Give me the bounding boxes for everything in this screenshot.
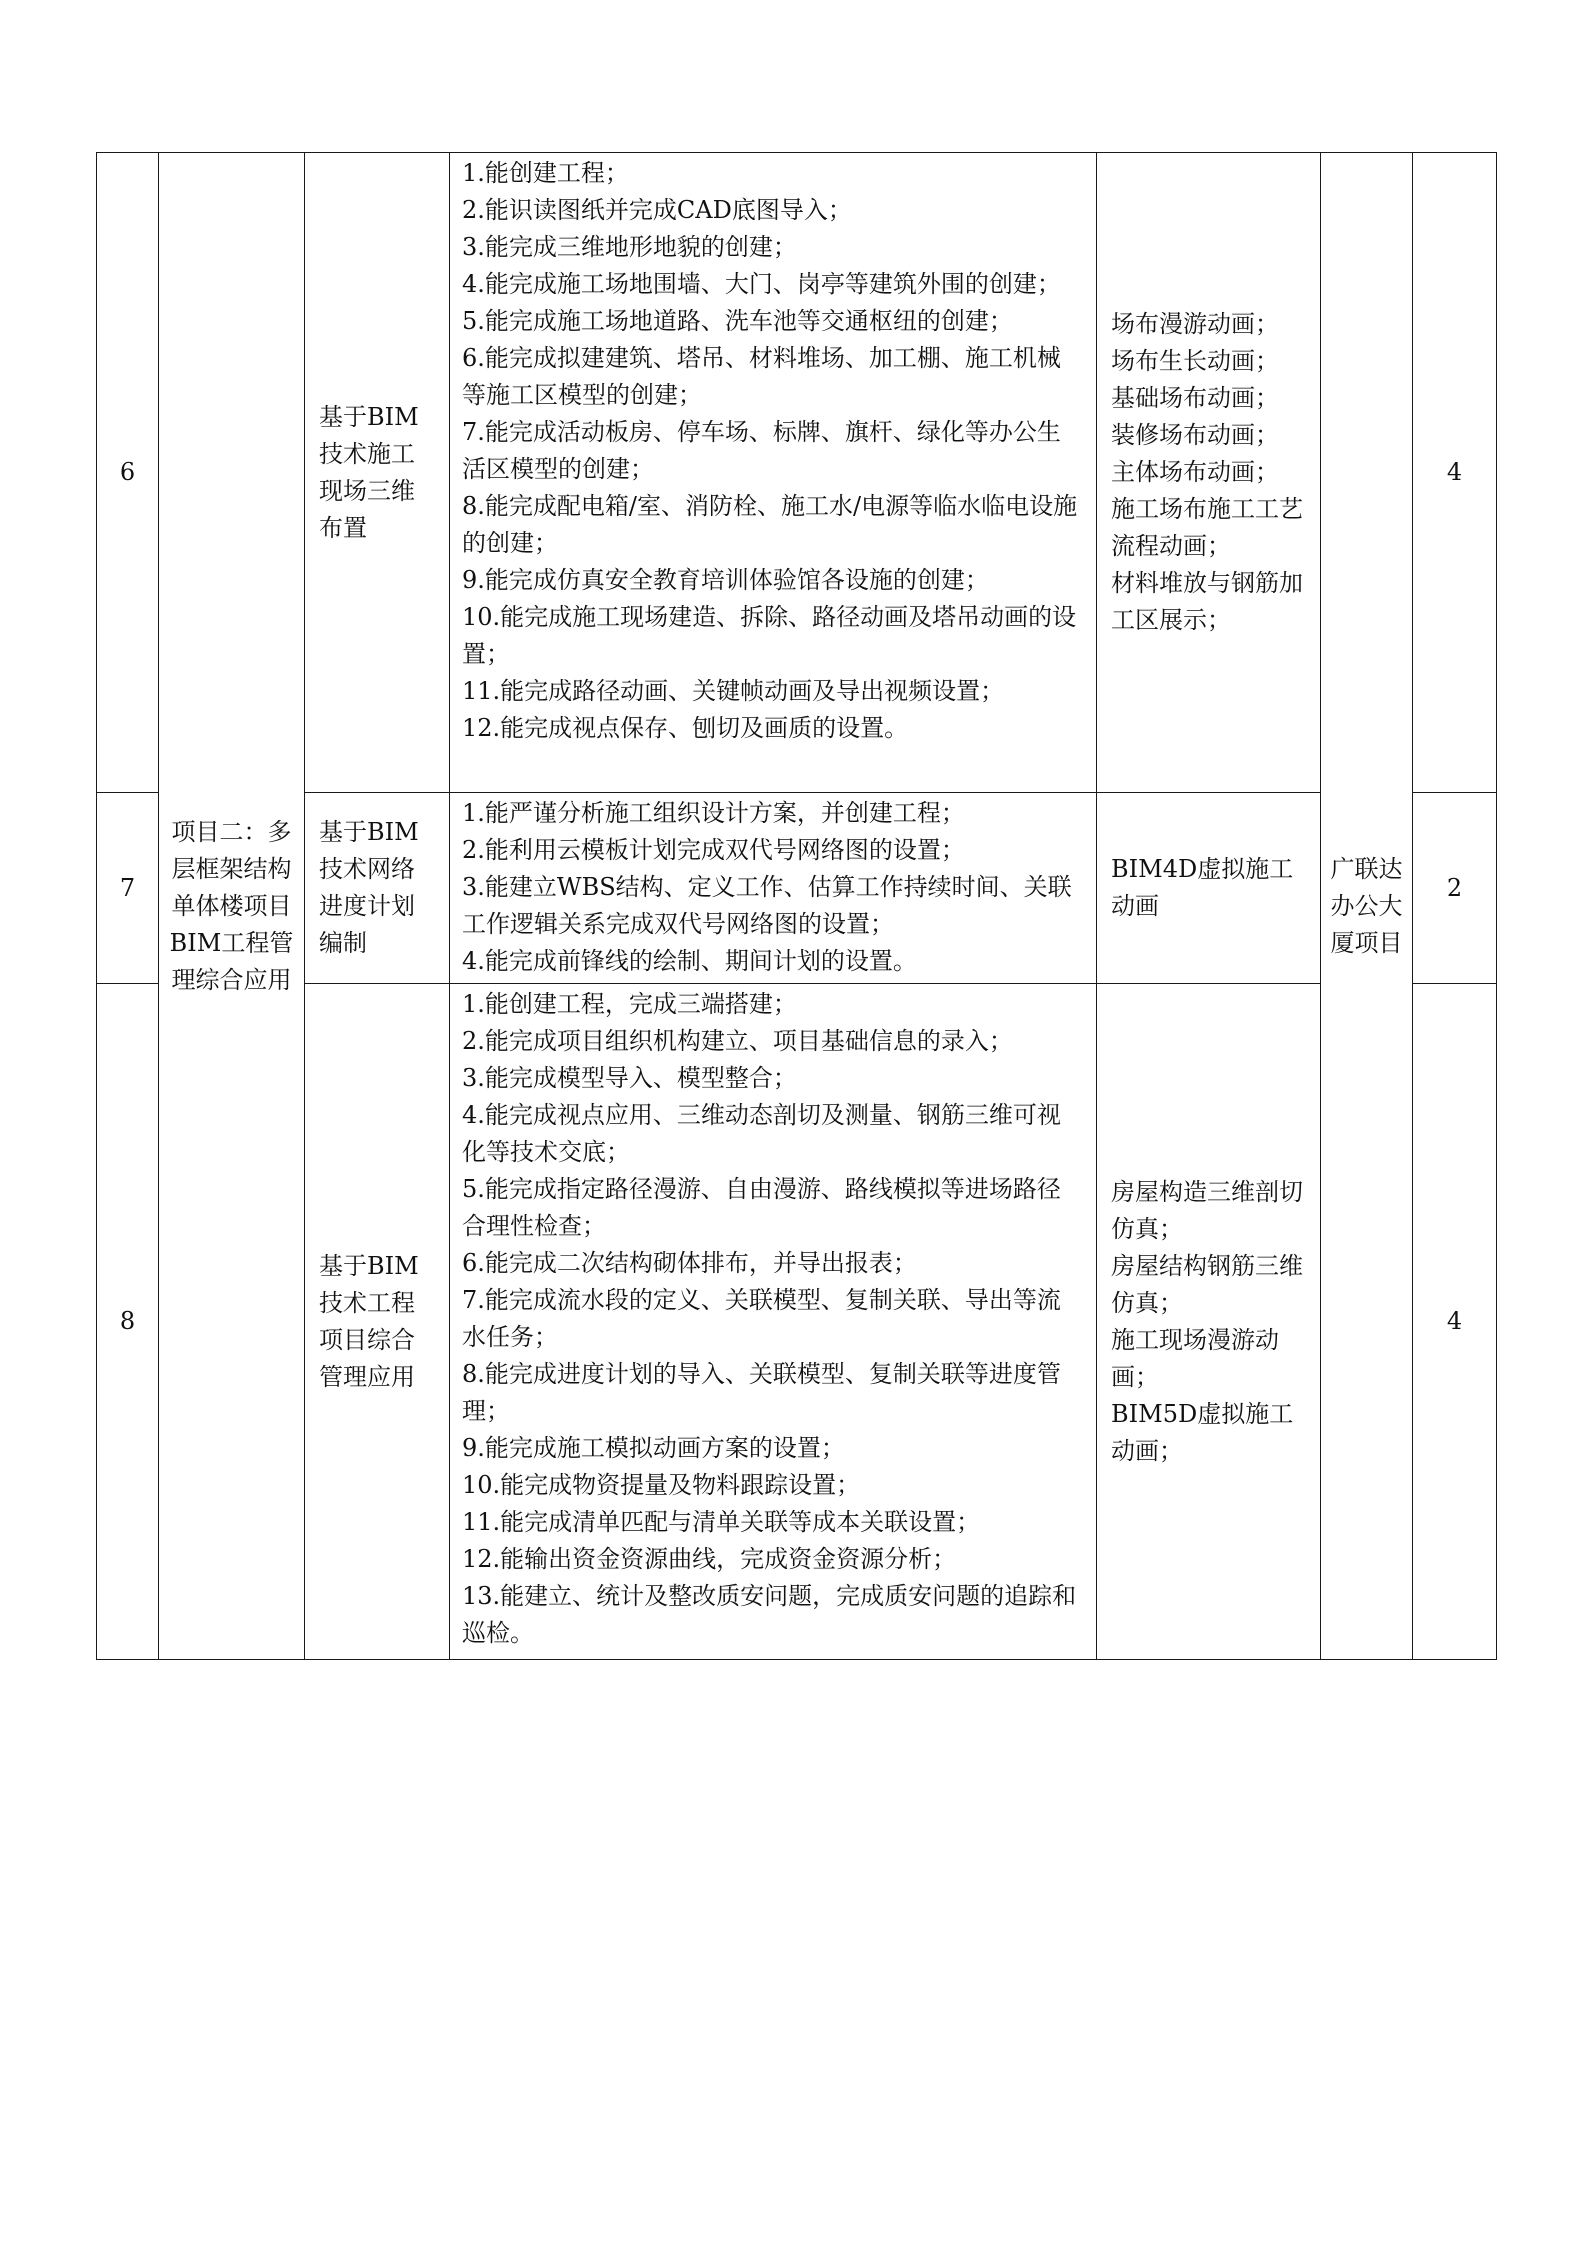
content-line: 2.能完成项目组织机构建立、项目基础信息的录入；: [462, 1027, 1013, 1055]
deliverable-item: 场布生长动画；: [1111, 347, 1279, 375]
row-number: 8: [97, 984, 159, 1660]
content-line: 11.能完成路径动画、关键帧动画及导出视频设置；: [462, 677, 1005, 705]
deliverable-cell: [1097, 153, 1321, 793]
table-row-8: [97, 984, 1497, 1660]
content-line: 12.能输出资金资源曲线，完成资金资源分析；: [462, 1545, 957, 1573]
project-name-cell: [159, 153, 305, 1660]
content-line: 7.能完成流水段的定义、关联模型、复制关联、导出等流水任务；: [462, 1286, 1061, 1351]
content-line: 1.能严谨分析施工组织设计方案，并创建工程；: [462, 799, 965, 827]
content-cell: [450, 153, 1097, 793]
content-line: 4.能完成前锋线的绘制、期间计划的设置。: [462, 947, 917, 975]
table-row-6: [97, 153, 1497, 793]
content-line: 1.能创建工程，完成三端搭建；: [462, 990, 797, 1018]
deliverable-item: 房屋构造三维剖切仿真；: [1111, 1177, 1303, 1243]
content-line: 11.能完成清单匹配与清单关联等成本关联设置；: [462, 1508, 981, 1536]
row-number: 7: [97, 793, 159, 984]
case-name-cell: [1321, 153, 1413, 1660]
content-line: 1.能创建工程；: [462, 159, 629, 187]
content-line: 9.能完成仿真安全教育培训体验馆各设施的创建；: [462, 566, 989, 594]
deliverable-item: 材料堆放与钢筋加工区展示；: [1111, 569, 1303, 634]
content-line: 4.能完成视点应用、三维动态剖切及测量、钢筋三维可视化等技术交底；: [462, 1101, 1061, 1166]
deliverable-cell: [1097, 793, 1321, 984]
deliverable-item: 基础场布动画；: [1111, 384, 1279, 412]
curriculum-table: [96, 152, 1497, 1660]
content-line: 10.能完成物资提量及物料跟踪设置；: [462, 1471, 861, 1499]
task-name: 基于BIM技术网络进度计划编制: [305, 793, 450, 984]
project-name: 项目二：多层框架结构单体楼项目BIM工程管理综合应用: [169, 817, 294, 994]
content-line: 9.能完成施工模拟动画方案的设置；: [462, 1434, 845, 1462]
deliverable-item: BIM4D虚拟施工动画: [1111, 855, 1294, 920]
deliverable-cell: [1097, 984, 1321, 1660]
task-name: 基于BIM技术工程项目综合管理应用: [305, 984, 450, 1660]
deliverable-item: 房屋结构钢筋三维仿真；: [1111, 1251, 1303, 1317]
content-line: 2.能识读图纸并完成CAD底图导入；: [462, 196, 852, 224]
task-name: 基于BIM技术施工现场三维布置: [305, 153, 450, 793]
content-line: 4.能完成施工场地围墙、大门、岗亭等建筑外围的创建；: [462, 270, 1061, 298]
deliverable-item: 施工现场漫游动画；: [1111, 1325, 1279, 1391]
hours: 4: [1413, 153, 1497, 793]
content-line: 13.能建立、统计及整改质安问题，完成质安问题的追踪和巡检。: [462, 1582, 1077, 1647]
case-name: 广联达办公大厦项目: [1330, 854, 1403, 957]
content-line: 5.能完成施工场地道路、洗车池等交通枢纽的创建；: [462, 307, 1013, 335]
content-line: 12.能完成视点保存、刨切及画质的设置。: [462, 714, 909, 742]
content-line: 8.能完成进度计划的导入、关联模型、复制关联等进度管理；: [462, 1360, 1061, 1425]
content-line: 3.能完成模型导入、模型整合；: [462, 1064, 797, 1092]
hours: 4: [1413, 984, 1497, 1660]
table-row-7: [97, 793, 1497, 984]
content-line: 7.能完成活动板房、停车场、标牌、旗杆、绿化等办公生活区模型的创建；: [462, 418, 1061, 483]
content-cell: [450, 984, 1097, 1660]
content-line: 5.能完成指定路径漫游、自由漫游、路线模拟等进场路径合理性检查；: [462, 1175, 1061, 1240]
deliverable-item: BIM5D虚拟施工动画；: [1111, 1399, 1294, 1465]
content-cell: [450, 793, 1097, 984]
deliverable-item: 装修场布动画；: [1111, 421, 1279, 449]
content-line: 6.能完成二次结构砌体排布，并导出报表；: [462, 1249, 917, 1277]
row-number: 6: [97, 153, 159, 793]
hours: 2: [1413, 793, 1497, 984]
content-line: 3.能建立WBS结构、定义工作、估算工作持续时间、关联工作逻辑关系完成双代号网络图的设置；: [462, 873, 1072, 938]
content-line: 3.能完成三维地形地貌的创建；: [462, 233, 797, 261]
deliverable-item: 主体场布动画；: [1111, 458, 1279, 486]
deliverable-item: 施工场布施工工艺流程动画；: [1111, 495, 1303, 560]
content-line: 2.能利用云模板计划完成双代号网络图的设置；: [462, 836, 965, 864]
deliverable-item: 场布漫游动画；: [1111, 310, 1279, 338]
content-line: 8.能完成配电箱/室、消防栓、施工水/电源等临水临电设施的创建；: [462, 492, 1078, 557]
content-line: 10.能完成施工现场建造、拆除、路径动画及塔吊动画的设置；: [462, 603, 1077, 668]
content-line: 6.能完成拟建建筑、塔吊、材料堆场、加工棚、施工机械等施工区模型的创建；: [462, 344, 1061, 409]
